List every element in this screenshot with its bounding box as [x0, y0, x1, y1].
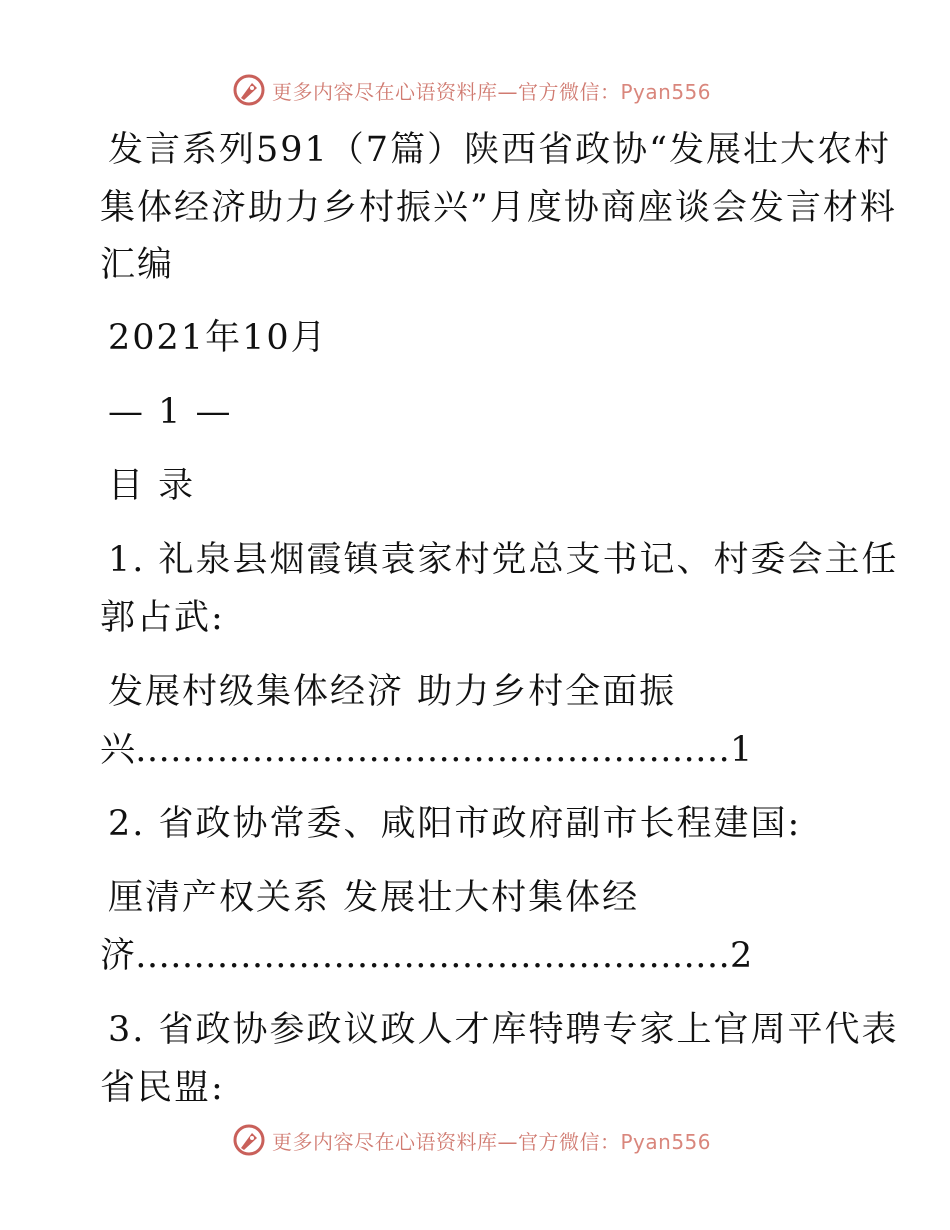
toc-item-2-title-line-1: 厘清产权关系 发展壮大村集体经 — [108, 878, 640, 918]
toc-item-1-title-line-2: 兴……………………………………………1 — [100, 730, 753, 770]
toc-item-1-speaker-line-1: 1. 礼泉县烟霞镇袁家村党总支书记、村委会主任 — [108, 540, 899, 580]
pen-nib-logo-icon — [232, 73, 266, 107]
watermark-footer — [232, 1122, 711, 1158]
watermark-text: 更多内容尽在心语资料库—官方微信：Pyan556 — [272, 1129, 712, 1154]
toc-heading: 目 录 — [108, 466, 196, 506]
toc-item-2-title-line-2: 济……………………………………………2 — [100, 936, 753, 976]
doc-title-line-2: 集体经济助力乡村振兴”月度协商座谈会发言材料 — [100, 188, 897, 228]
toc-item-3-speaker-line-2: 省民盟: — [100, 1068, 225, 1108]
doc-title-line-1: 发言系列591（7篇）陕西省政协“发展壮大农村 — [108, 130, 891, 170]
watermark-text: 更多内容尽在心语资料库—官方微信：Pyan556 — [272, 79, 712, 104]
toc-item-1-speaker-line-2: 郭占武: — [100, 598, 225, 638]
doc-date: 2021年10月 — [108, 318, 328, 358]
toc-item-3-speaker-line-1: 3. 省政协参政议政人才库特聘专家上官周平代表 — [108, 1010, 899, 1050]
toc-item-2-speaker-line-1: 2. 省政协常委、咸阳市政府副市长程建国: — [108, 804, 802, 844]
watermark-wechat-id: Pyan556 — [620, 1129, 712, 1154]
toc-item-1-title-line-1: 发展村级集体经济 助力乡村全面振 — [108, 672, 677, 712]
watermark-wechat-id: Pyan556 — [620, 79, 712, 104]
page-number-marker: — 1 — — [108, 392, 233, 432]
doc-title-line-3: 汇编 — [100, 245, 175, 285]
watermark-header — [232, 72, 711, 108]
pen-nib-logo-icon — [232, 1123, 266, 1157]
